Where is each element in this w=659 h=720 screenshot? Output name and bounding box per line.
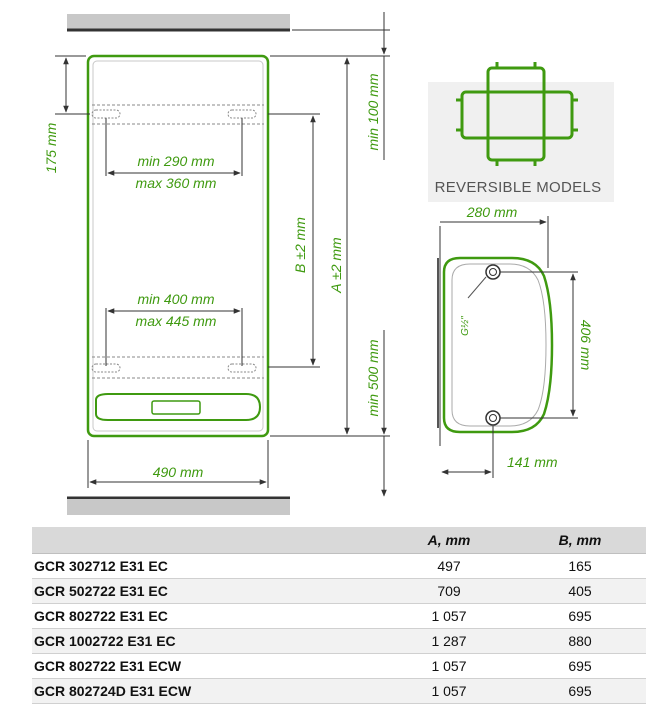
dim-min-290-label: min 290 mm	[137, 153, 215, 169]
ceiling-plate	[67, 14, 290, 30]
dim-406-label: 406 mm	[578, 319, 594, 371]
header-model	[32, 527, 384, 554]
header-b: B, mm	[514, 527, 646, 554]
heater-side-view	[438, 226, 552, 446]
a-cell: 1 057	[384, 654, 514, 679]
dimension-175	[43, 56, 90, 173]
dimension-min-500	[270, 330, 390, 496]
table-row	[32, 554, 646, 579]
dim-min-100-label: min 100 mm	[365, 73, 381, 151]
a-cell: 497	[384, 554, 514, 579]
table-header-row	[32, 527, 646, 554]
dim-max-445-label: max 445 mm	[135, 313, 217, 329]
dim-280-label: 280 mm	[466, 204, 518, 220]
b-cell: 695	[514, 679, 646, 704]
dim-max-360-label: max 360 mm	[135, 175, 217, 191]
dim-a-label: A ±2 mm	[328, 237, 344, 293]
model-cell: GCR 302712 E31 EC	[32, 554, 384, 579]
heater-front-view	[88, 56, 268, 436]
b-cell: 695	[514, 604, 646, 629]
dimension-b	[268, 114, 320, 367]
dimension-min-100	[270, 12, 390, 160]
b-cell: 695	[514, 654, 646, 679]
dimension-141	[442, 426, 558, 478]
table-row	[32, 579, 646, 604]
specifications-table	[32, 527, 646, 704]
floor-plate	[67, 498, 290, 515]
a-cell: 1 057	[384, 604, 514, 629]
table-row	[32, 679, 646, 704]
model-cell: GCR 802722 E31 EC	[32, 604, 384, 629]
a-cell: 709	[384, 579, 514, 604]
a-cell: 1 287	[384, 629, 514, 654]
bottom-pipe-connection	[486, 411, 500, 425]
table-row	[32, 654, 646, 679]
dim-min-500-label: min 500 mm	[365, 339, 381, 417]
b-cell: 880	[514, 629, 646, 654]
dim-min-400-label: min 400 mm	[137, 291, 215, 307]
table-row	[32, 629, 646, 654]
thread-label: G½"	[460, 316, 471, 336]
control-panel	[96, 394, 260, 420]
top-pipe-connection	[486, 265, 500, 279]
dim-175-label: 175 mm	[43, 122, 59, 174]
dimension-490	[88, 440, 268, 488]
table-row	[32, 604, 646, 629]
dim-490-label: 490 mm	[152, 464, 204, 480]
dim-b-label: B ±2 mm	[292, 217, 308, 273]
model-cell: GCR 802724D E31 ECW	[32, 679, 384, 704]
reversible-models-label: REVERSIBLE MODELS	[434, 179, 602, 196]
header-a: A, mm	[384, 527, 514, 554]
model-cell: GCR 502722 E31 EC	[32, 579, 384, 604]
dim-141-label: 141 mm	[507, 454, 558, 470]
b-cell: 165	[514, 554, 646, 579]
b-cell: 405	[514, 579, 646, 604]
dimension-a	[328, 58, 347, 434]
a-cell: 1 057	[384, 679, 514, 704]
model-cell: GCR 1002722 E31 EC	[32, 629, 384, 654]
model-cell: GCR 802722 E31 ECW	[32, 654, 384, 679]
